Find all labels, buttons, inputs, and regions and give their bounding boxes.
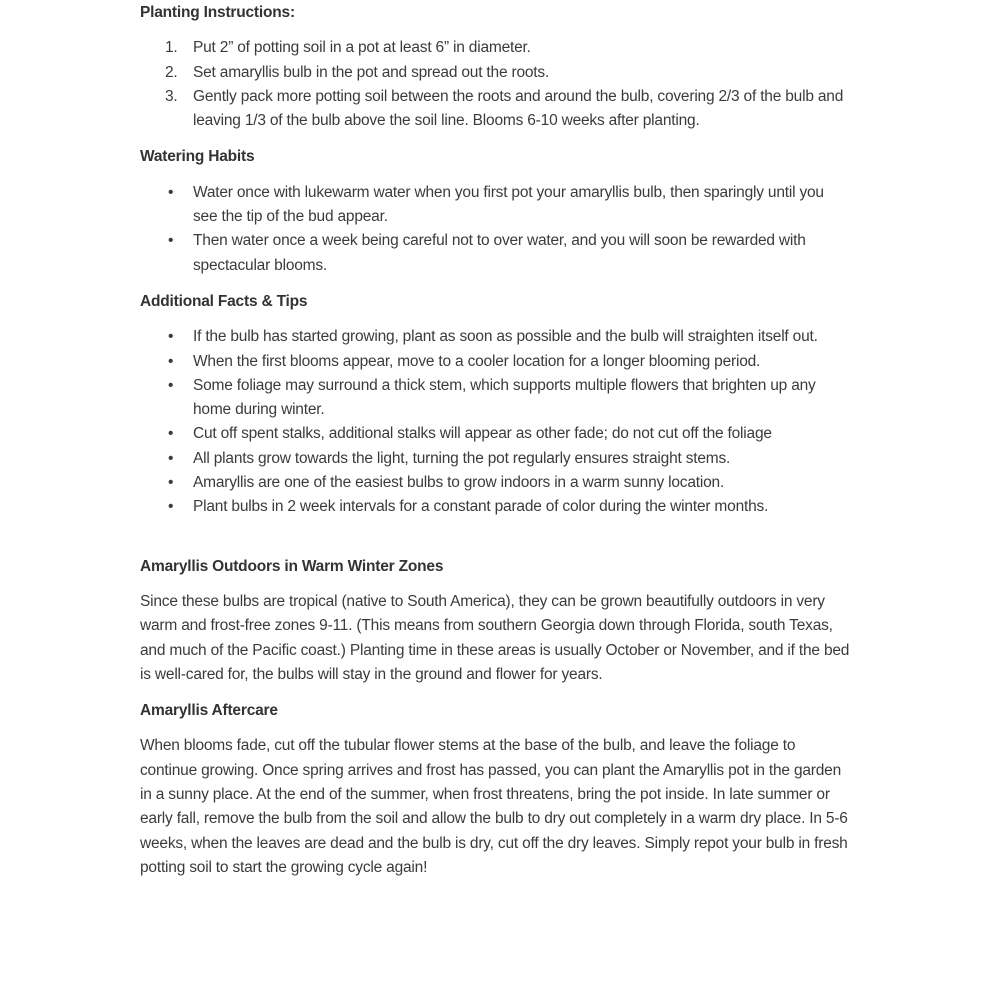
- section-heading-amaryllis-aftercare: Amaryllis Aftercare: [140, 702, 278, 720]
- list-item: Put 2” of potting soil in a pot at least 6” in diameter.: [193, 39, 531, 57]
- section-heading-planting-instructions: Planting Instructions:: [140, 4, 295, 21]
- section-heading-additional-facts-tips: Additional Facts & Tips: [140, 292, 308, 310]
- list-item: • Then water once a week being careful not to over water, and you will soon be rewarded with spectacular blooms.: [140, 229, 850, 278]
- list-item: • Some foliage may surround a thick stem, which supports multiple flowers that brighten up any home during winter.: [140, 374, 850, 423]
- list-item: Set amaryllis bulb in the pot and spread out the roots.: [193, 63, 550, 81]
- list-item: • Cut off spent stalks, additional stalks will appear as other fade; do not cut off the foliage: [140, 422, 850, 446]
- list-item: Gently pack more potting soil between the roots and around the bulb, covering 2/3 of the bulb and leaving 1/3 of the bulb above the soil line. Blooms 6-10 weeks after planting.: [193, 87, 844, 130]
- list-item: • Amaryllis are one of the easiest bulbs to grow indoors in a warm sunny location.: [140, 471, 850, 495]
- paragraph-amaryllis-outdoors: Since these bulbs are tropical (native to South America), they can be grown beautifully outdoors in very warm and frost-free zones 9-11. (This means from southern Georgia down through Florida, south Texas, and much of the Pacific coast.) Planting time in these areas is usually October or November, and if the bed is well-cared for, the bulbs will stay in the ground and flower for years.: [140, 592, 850, 683]
- section-heading-amaryllis-outdoors: Amaryllis Outdoors in Warm Winter Zones: [140, 557, 444, 575]
- section-heading-watering-habits: Watering Habits: [140, 148, 255, 166]
- list-item: • Water once with lukewarm water when you first pot your amaryllis bulb, then sparingly until you see the tip of the bud appear.: [140, 181, 850, 230]
- watering-habits-list: [140, 181, 850, 278]
- additional-facts-tips-list: [140, 325, 850, 519]
- planting-instructions-list: [140, 36, 850, 133]
- paragraph-amaryllis-aftercare: When blooms fade, cut off the tubular flower stems at the base of the bulb, and leave the foliage to continue growing. Once spring arrives and frost has passed, you can plant the Amaryllis pot in the garden in a sunny place. At the end of the summer, when frost threatens, bring the pot inside. In late summer or early fall, remove the bulb from the soil and allow the bulb to dry out completely in a warm dry place. In 5-6 weeks, when the leaves are dead and the bulb is dry, cut off the dry leaves. Simply repot your bulb in fresh potting soil to start the growing cycle again!: [140, 737, 848, 876]
- list-item: • When the first blooms appear, move to a cooler location for a longer blooming period.: [140, 350, 850, 374]
- list-item: • Plant bulbs in 2 week intervals for a constant parade of color during the winter months.: [140, 495, 850, 519]
- list-item: • If the bulb has started growing, plant as soon as possible and the bulb will straighten itself out.: [140, 325, 850, 349]
- list-item: • All plants grow towards the light, turning the pot regularly ensures straight stems.: [140, 447, 850, 471]
